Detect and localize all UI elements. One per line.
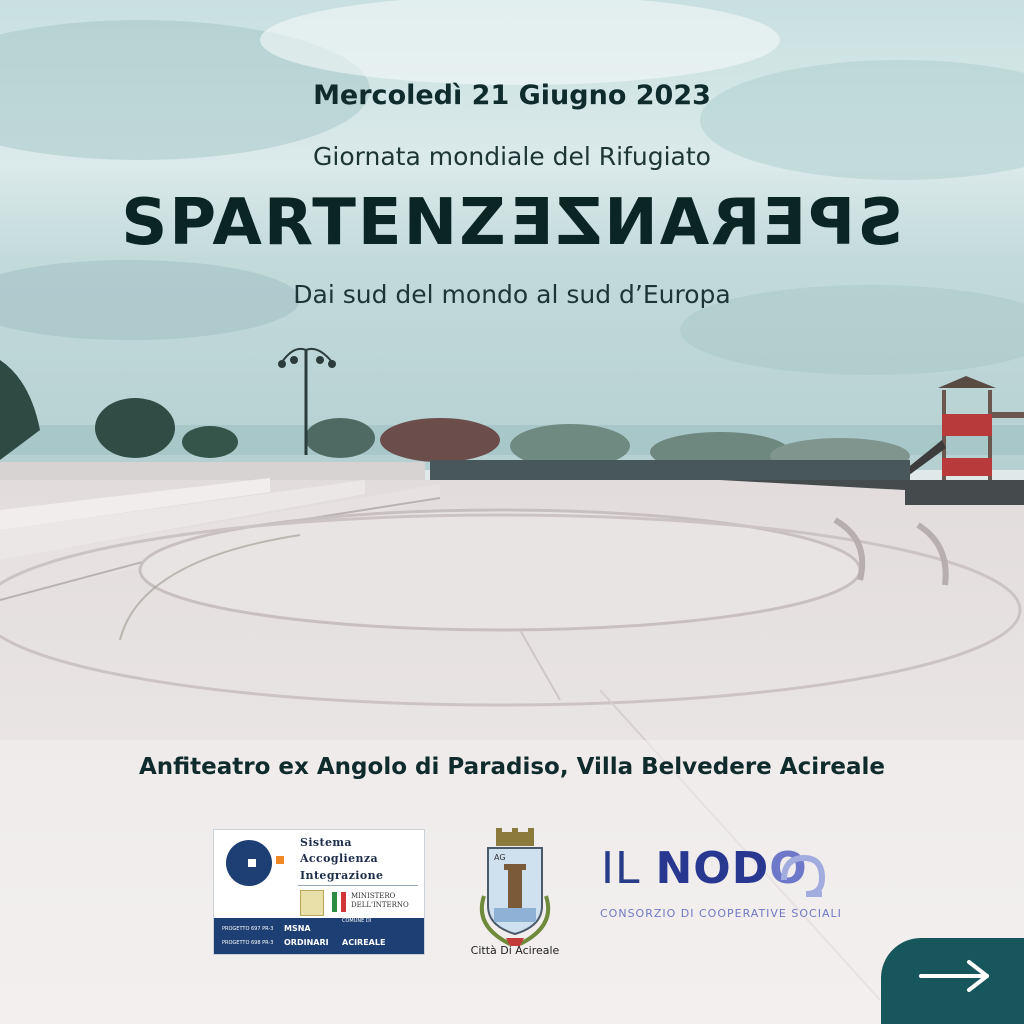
sai-line-2: Accoglienza (300, 852, 379, 865)
event-tagline: Dai sud del mondo al sud d’Europa (293, 280, 731, 309)
event-title (0, 186, 1024, 260)
title-part-2-mirrored: SPERANZE (507, 186, 903, 260)
crest-label: Città Di Acireale (470, 944, 560, 957)
sai-logo (213, 829, 425, 955)
sai-circle-icon (226, 840, 272, 886)
nodo-subtitle: CONSORZIO DI COOPERATIVE SOCIALI (600, 907, 842, 920)
project-2-name: ORDINARI (284, 938, 329, 947)
comune-name: ACIREALE (342, 938, 386, 947)
nodo-il: IL (601, 843, 656, 894)
event-venue: Anfiteatro ex Angolo di Paradiso, Villa Belvedere Acireale (138, 754, 886, 780)
acireale-crest-icon (470, 826, 560, 961)
nodo-knot-icon (780, 850, 826, 898)
comune-label: COMUNE DI (342, 918, 372, 924)
project-2-code: PROGETTO 698 PR-3 (222, 940, 274, 946)
next-slide-button[interactable] (881, 938, 1024, 1024)
sai-square-icon (276, 856, 284, 864)
sai-project-bar (214, 918, 424, 954)
sai-line-1: Sistema (300, 836, 352, 849)
nodo-tail: O (769, 843, 808, 894)
il-nodo-logo (601, 843, 808, 894)
event-subtitle: Giornata mondiale del Rifugiato (313, 142, 711, 171)
italian-flag-icon (332, 892, 346, 912)
sai-divider (298, 885, 418, 886)
sai-line-3: Integrazione (300, 869, 384, 882)
project-1-name: MSNA (284, 924, 311, 933)
anci-badge-icon (300, 890, 324, 916)
ministry-label: MINISTERO DELL'INTERNO (351, 892, 409, 909)
title-part-1: SPARTENZ (121, 186, 508, 260)
nodo-main: NOD (655, 843, 770, 894)
project-1-code: PROGETTO 697 PR-3 (222, 926, 274, 932)
event-date: Mercoledì 21 Giugno 2023 (313, 80, 711, 111)
svg-text:AG: AG (494, 853, 506, 862)
arrow-right-icon (917, 958, 993, 994)
